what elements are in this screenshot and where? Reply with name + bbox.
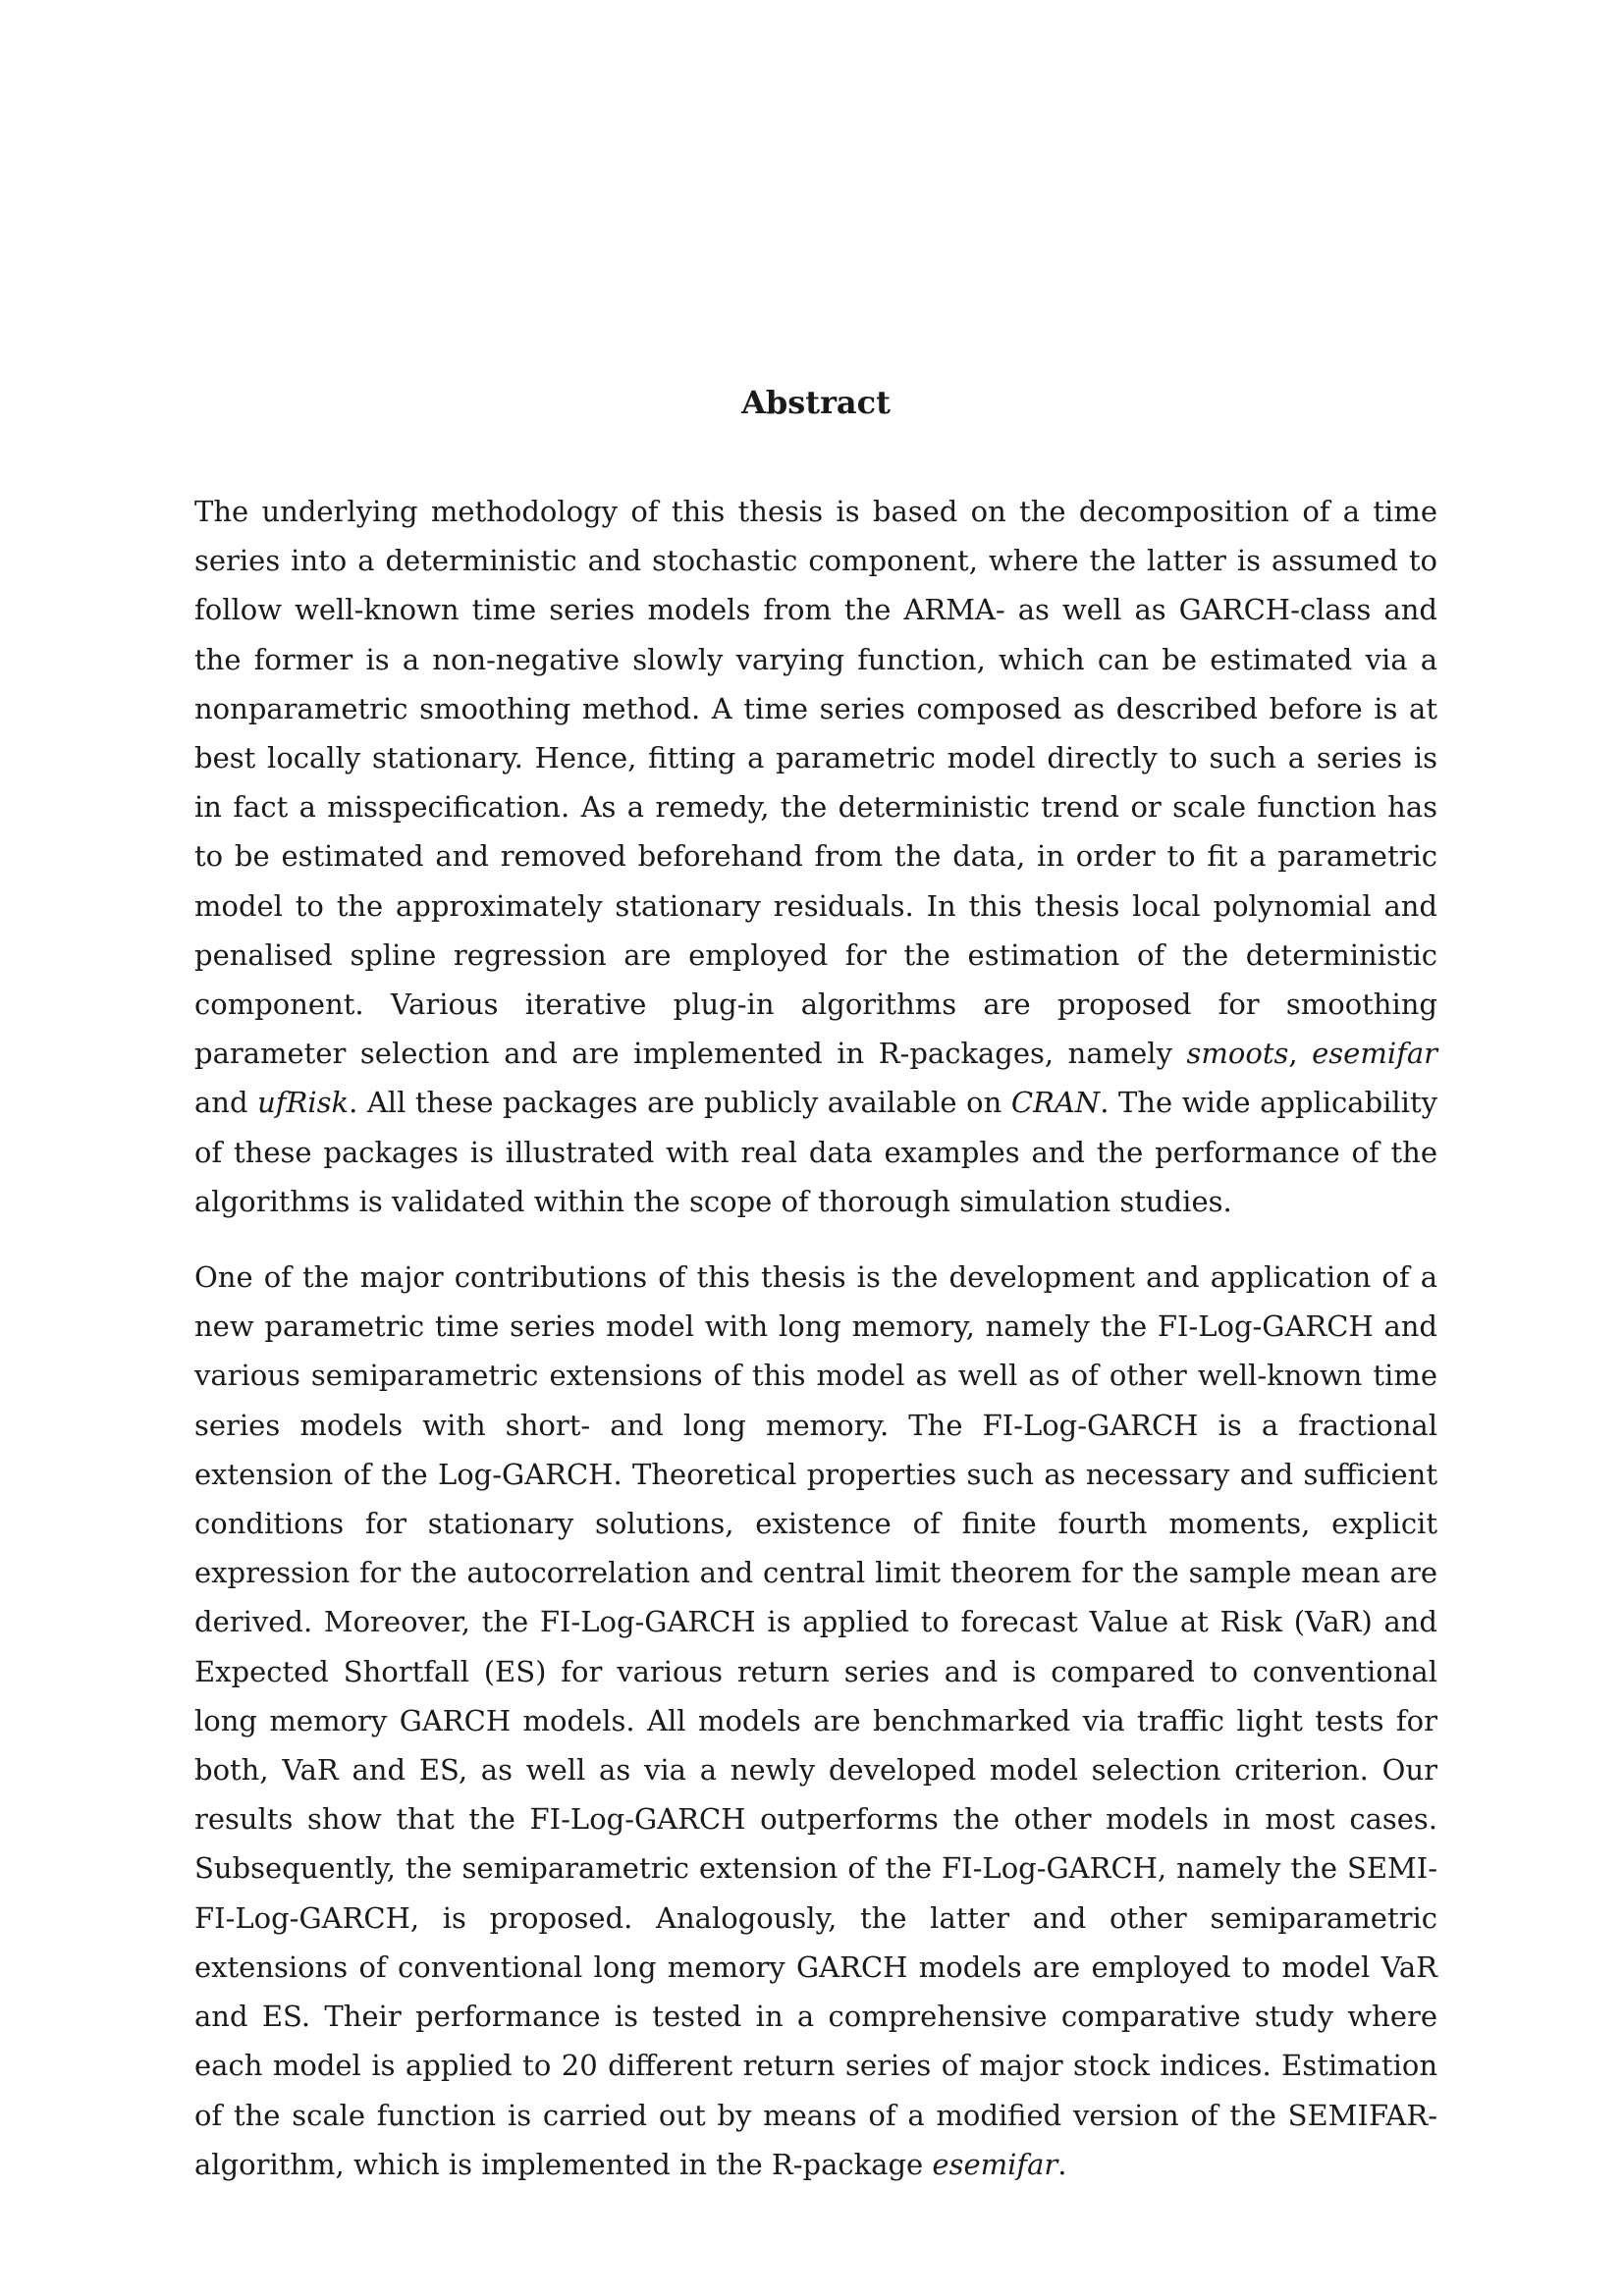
abstract-paragraph-1 <box>194 487 1437 1226</box>
paragraph-2-text-a: One of the major contributions of this thesis is the development and application of a new parametric time series model with long memory, namely the FI-Log-GARCH and various semiparametric extensions of this model as well as of other well-known time series models with short- and long memory. The FI-Log-GARCH is a fractional extension of the Log-GARCH. Theoretical properties such as necessary and sufficient conditions for stationary solutions, existence of finite fourth moments, explicit expression for the autocorrelation and central limit theorem for the sample mean are derived. Moreover, the FI-Log-GARCH is applied to forecast Value at Risk (VaR) and Expected Shortfall (ES) for various return series and is compared to conventional long memory GARCH models. All models are benchmarked via traffic light tests for both, VaR and ES, as well as via a newly developed model selection criterion. Our results show that the FI-Log-GARCH outperforms the other models in most cases. Subsequently, the semiparametric extension of the FI-Log-GARCH, namely the SEMI-FI-Log-GARCH, is proposed. Analogously, the latter and other semiparametric extensions of conventional long memory GARCH models are employed to model VaR and ES. Their performance is tested in a comprehensive comparative study where each model is applied to 20 different return series of major stock indices. Estimation of the scale function is carried out by means of a modified version of the SEMIFAR-algorithm, which is implemented in the R-package <box>194 1260 1437 2181</box>
abstract-title: Abstract <box>741 384 891 421</box>
package-esemifar: esemifar <box>1312 1037 1438 1071</box>
paragraph-2-period: . <box>1057 2147 1067 2181</box>
package-smoots: smoots <box>1186 1037 1289 1071</box>
paragraph-1-text-c: . The wide applicability of these packages is illustrated with real data examples and the performance of the algorithms is validated within the scope of thorough simulation studies. <box>194 1086 1437 1218</box>
repository-cran: CRAN <box>1010 1086 1101 1120</box>
package-ufrisk: ufRisk <box>257 1086 350 1120</box>
package-esemifar-2: esemifar <box>932 2147 1058 2181</box>
abstract-paragraph-2 <box>194 1253 1437 2189</box>
paragraph-1-conjunction: and <box>194 1086 258 1120</box>
paragraph-1-text-b: . All these packages are publicly available on <box>349 1086 1011 1120</box>
document-page <box>194 383 1437 2189</box>
paragraph-1-text-a: The underlying methodology of this thesis is based on the decomposition of a time series into a deterministic and stochastic component, where the latter is assumed to follow well-known time series models from the ARMA- as well as GARCH-class and the former is a non-negative slowly varying function, which can be estimated via a nonparametric smoothing method. A time series composed as described before is at best locally stationary. Hence, fitting a parametric model directly to such a series is in fact a misspecification. As a remedy, the deterministic trend or scale function has to be estimated and removed beforehand from the data, in order to fit a parametric model to the approximately stationary residuals. In this thesis local polynomial and penalised spline regression are employed for the estimation of the deterministic component. Various iterative plug-in algorithms are proposed for smoothing parameter selection and are implemented in R-packages, namely <box>194 495 1437 1071</box>
paragraph-1-separator: , <box>1288 1037 1313 1071</box>
